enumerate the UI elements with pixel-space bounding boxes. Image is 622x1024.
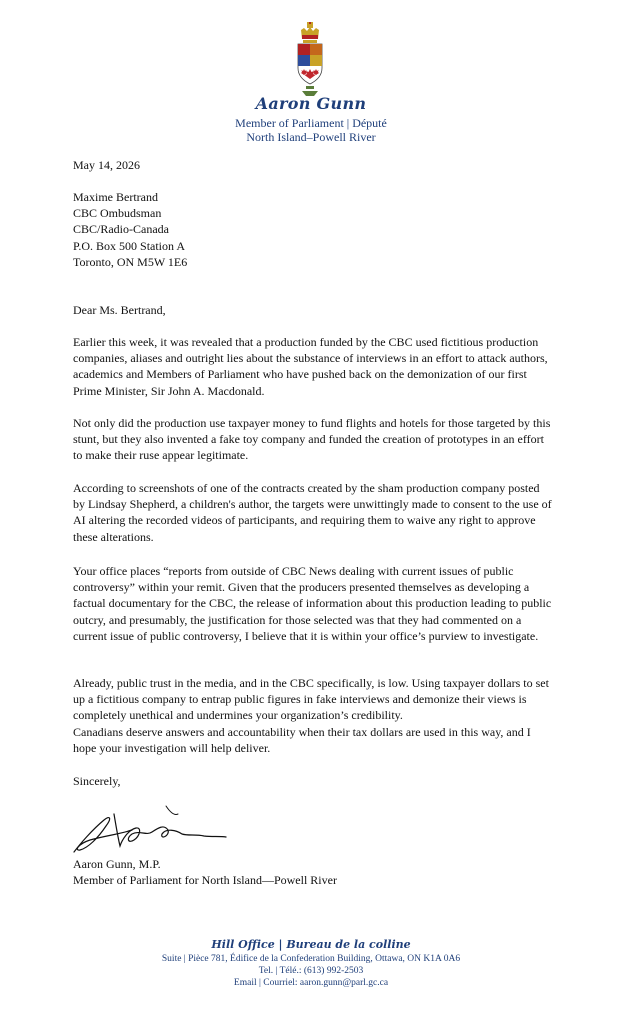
letter-date: May 14, 2026	[73, 158, 140, 172]
body-paragraph: Your office places “reports from outside of CBC News dealing with current issues of public controversy” within your remit. Given that the producers presented themselves as developing a factual documentary for the CBC, the release of information about this production leading to public outcry, and presumably, the justification for those selected was that they had commented on a current issue of public controversy, I believe that it is within your office’s purview to investigate.	[73, 564, 552, 643]
footer-address: Suite | Pièce 781, Édifice de la Confederation Building, Ottawa, ON K1A 0A6	[161, 954, 461, 964]
footer-office-title: Hill Office | Bureau de la colline	[211, 938, 411, 951]
recipient-city: Toronto, ON M5W 1E6	[73, 254, 188, 269]
letterhead-title: Member of Parliament | Député	[235, 116, 387, 130]
recipient-name: Maxime Bertrand	[73, 190, 158, 204]
letterhead-name: Aaron Gunn	[255, 94, 367, 113]
canadian-coat-of-arms-icon	[292, 22, 328, 98]
signature-block	[73, 856, 553, 888]
handwritten-signature	[70, 800, 230, 860]
letterhead-riding: North Island–Powell River	[246, 130, 376, 144]
signer-name: Aaron Gunn, M.P.	[73, 857, 161, 871]
salutation: Dear Ms. Bertrand,	[73, 303, 166, 317]
signer-title: Member of Parliament for North Island—Powell River	[73, 873, 337, 888]
body-paragraph: Already, public trust in the media, and in the CBC specifically, is low. Using taxpayer dollars to set up a fictitious company to entrap public figures in fake interviews and demonize their views is completely unethical and undermines your organization’s credibility.	[73, 676, 549, 723]
body-paragraph: Canadians deserve answers and accountability when their tax dollars are used in this way, and I hope your investigation will help deliver.	[73, 725, 531, 756]
closing: Sincerely,	[73, 774, 121, 788]
body-paragraph: According to screenshots of one of the contracts created by the sham production company posted by Lindsay Shepherd, a children's author, the targets were unwittingly made to consent to the use of AI altering the recorded videos of participants, and requiring them to waive any right to approve these alterations.	[73, 481, 552, 544]
footer-email: Email | Courriel: aaron.gunn@parl.gc.ca	[233, 978, 389, 988]
recipient-title: CBC Ombudsman	[73, 206, 162, 221]
body-paragraph: Not only did the production use taxpayer money to fund flights and hotels for those targeted by this stunt, but they also invented a fake toy company and funded the creation of prototypes in an effort to make their ruse appear legitimate.	[73, 416, 551, 463]
recipient-address	[73, 189, 553, 270]
body-paragraph: Earlier this week, it was revealed that a production funded by the CBC used fictitious production companies, aliases and outright lies about the substance of interviews in an effort to attack authors, academics and Members of Parliament who have pushed back on the demonization of our first Prime Minister, Sir John A. Macdonald.	[73, 335, 548, 398]
footer-phone: Tel. | Télé.: (613) 992-2503	[258, 966, 364, 976]
recipient-organization: CBC/Radio-Canada	[73, 222, 169, 237]
recipient-po-box: P.O. Box 500 Station A	[73, 238, 186, 253]
